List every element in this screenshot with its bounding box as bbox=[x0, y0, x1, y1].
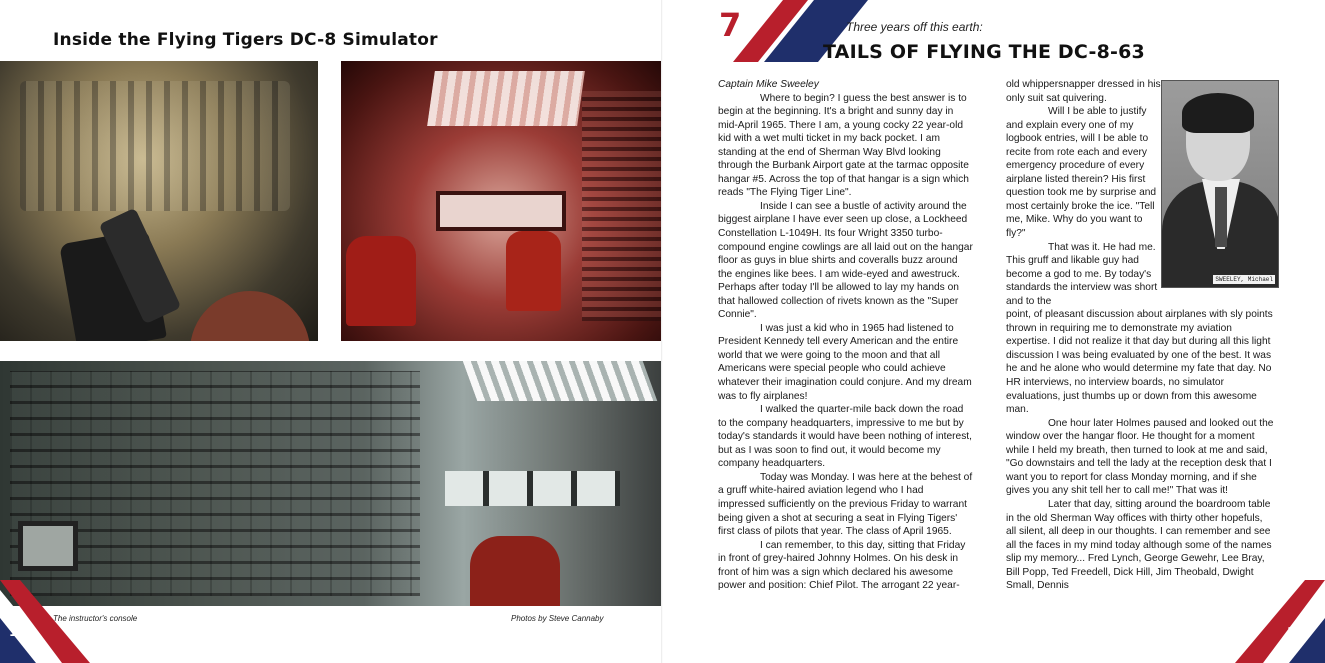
side-panel bbox=[582, 91, 662, 321]
paragraph: Later that day, sitting around the boardroom table in the old Sherman Way offices with thirty other hopefuls, all silent, all deep in our thoughts. I can remember and see all the faces in my mind today although some of the names slip my memory... Fred Lynch, George Gewehr, Lee Bray, Bill Popp, Ted Freedell, Dick Hill, Jim Theobald, Dwight Small, Dennis bbox=[1006, 498, 1272, 592]
left-page bbox=[0, 0, 662, 663]
byline: Captain Mike Sweeley bbox=[718, 79, 819, 90]
portrait-label: SWEELEY, Michael bbox=[1215, 276, 1273, 283]
right-seat bbox=[506, 231, 561, 311]
paragraph: That was it. He had me. This gruff and likable guy had become a god to me. By today's standards the interview was short and to the bbox=[1006, 241, 1158, 307]
author-portrait bbox=[1161, 80, 1279, 288]
ceiling-lights bbox=[427, 71, 585, 126]
paragraph: Where to begin? I guess the best answer is to begin at the beginning. It's a bright and sunny day in mid-April 1965. There I am, a young cocky 22 year-old kid with a wet multi ticket in my back pocket. I am standing at the end of Sherman Way Blvd looking through the Burbank Airport gate at the tarmac opposite hangar #5. Across the top of that hangar is a sign which reads "The Flying Tiger Line". bbox=[718, 92, 969, 199]
corner-stripes bbox=[0, 580, 90, 663]
instrument-panel bbox=[20, 81, 290, 211]
portrait-hair bbox=[1182, 93, 1254, 133]
article-kicker: Three years off this earth: bbox=[846, 20, 983, 34]
pilot-seat bbox=[470, 536, 560, 606]
paragraph: I was just a kid who in 1965 had listened to President Kennedy tell every American and the entire world that we were going to the moon and that all Americans were special people who could achieve whatever their imagination could conjure. And my dream was to fly airplanes! bbox=[718, 322, 972, 402]
page-number: 163 bbox=[1287, 625, 1313, 639]
page-title: Inside the Flying Tigers DC-8 Simulator bbox=[53, 30, 438, 50]
paragraph: Today was Monday. I was here at the behest of a gruff white-haired aviation legend who I had impressed sufficiently on the previous Friday to warrant being given a shot at securing a seat in Flying Tigers' first class of pilots that year. The class of April 1965. bbox=[718, 471, 973, 538]
left-seat bbox=[346, 236, 416, 326]
pilot-seat bbox=[190, 291, 310, 341]
paragraph: Inside I can see a bustle of activity around the biggest airplane I have ever seen up close, a Lockheed Constellation L-1049H. Its four Wright 3350 turbo-compound engine cowlings are all laid out on the hangar floor as guys in blue shirts and coveralls buzz around the engines like bees. I am wide-eyed and awestruck. Perhaps after today I'll be allowed to lay my hands on that hallowed collection of rivets known as the "Super Connie". bbox=[718, 200, 973, 321]
page-number: 162 bbox=[9, 625, 35, 639]
text-column-1 bbox=[718, 78, 973, 593]
ceiling-lights bbox=[463, 361, 658, 401]
corner-stripes bbox=[1235, 580, 1325, 663]
cockpit-yoke-photo bbox=[0, 61, 318, 341]
chapter-number: 7 bbox=[719, 6, 742, 44]
simulator-cockpit-red-photo bbox=[341, 61, 662, 341]
instructor-console-photo bbox=[0, 361, 662, 606]
right-page bbox=[663, 0, 1325, 663]
paragraph: I can remember, to this day, sitting that Friday in front of grey-haired Johnny Holmes. On his desk in front of him was a sign which declared his awesome power and position: Chief Pilot. The arrogant 22 year- bbox=[718, 539, 966, 592]
paragraph: I walked the quarter-mile back down the road to the company headquarters, impressive to me but by today's standards it would have been nothing of interest, but as I was soon to find out, it would become my company headquarters. bbox=[718, 404, 972, 470]
cockpit-windows bbox=[445, 471, 620, 506]
monitor-screen bbox=[18, 521, 78, 571]
paragraph: One hour later Holmes paused and looked out the window over the hangar floor. He thought for a moment while I held my breath, then turned to look at me and said, "Go downstairs and tell the lady at the reception desk that I want you to report for class Monday morning, and if she gives you any shit tell her to call me!" That was it! bbox=[1006, 417, 1274, 497]
photo-credit: Photos by Steve Cannaby bbox=[511, 614, 604, 623]
cockpit-window bbox=[436, 191, 566, 231]
paragraph: point, of pleasant discussion about airplanes with sly points thrown in requiring me to demonstrate my aviation expertise. I did not realize it that day but during all this light discussion I was being evaluated by one of the best. It was he and he alone who would determine my fate that day. No HR interviews, no interview boards, no simulator evaluations, just thumbs up or down from this awesome man. bbox=[1006, 309, 1273, 416]
paragraph: old whippersnapper dressed in his only suit sat quivering. bbox=[1006, 79, 1161, 104]
article-headline: TAILS OF FLYING THE DC-8-63 bbox=[823, 41, 1145, 63]
paragraph: Will I be able to justify and explain every one of my logbook entries, will I be able to recite from rote each and every emergency procedure of every airplane listed therein? His first question took me by surprise and most certainly broke the ice. "Tell me, Mike. Why do you want to fly?" bbox=[1006, 106, 1157, 240]
photo-caption: The instructor's console bbox=[53, 614, 138, 623]
portrait-tie bbox=[1215, 187, 1227, 247]
